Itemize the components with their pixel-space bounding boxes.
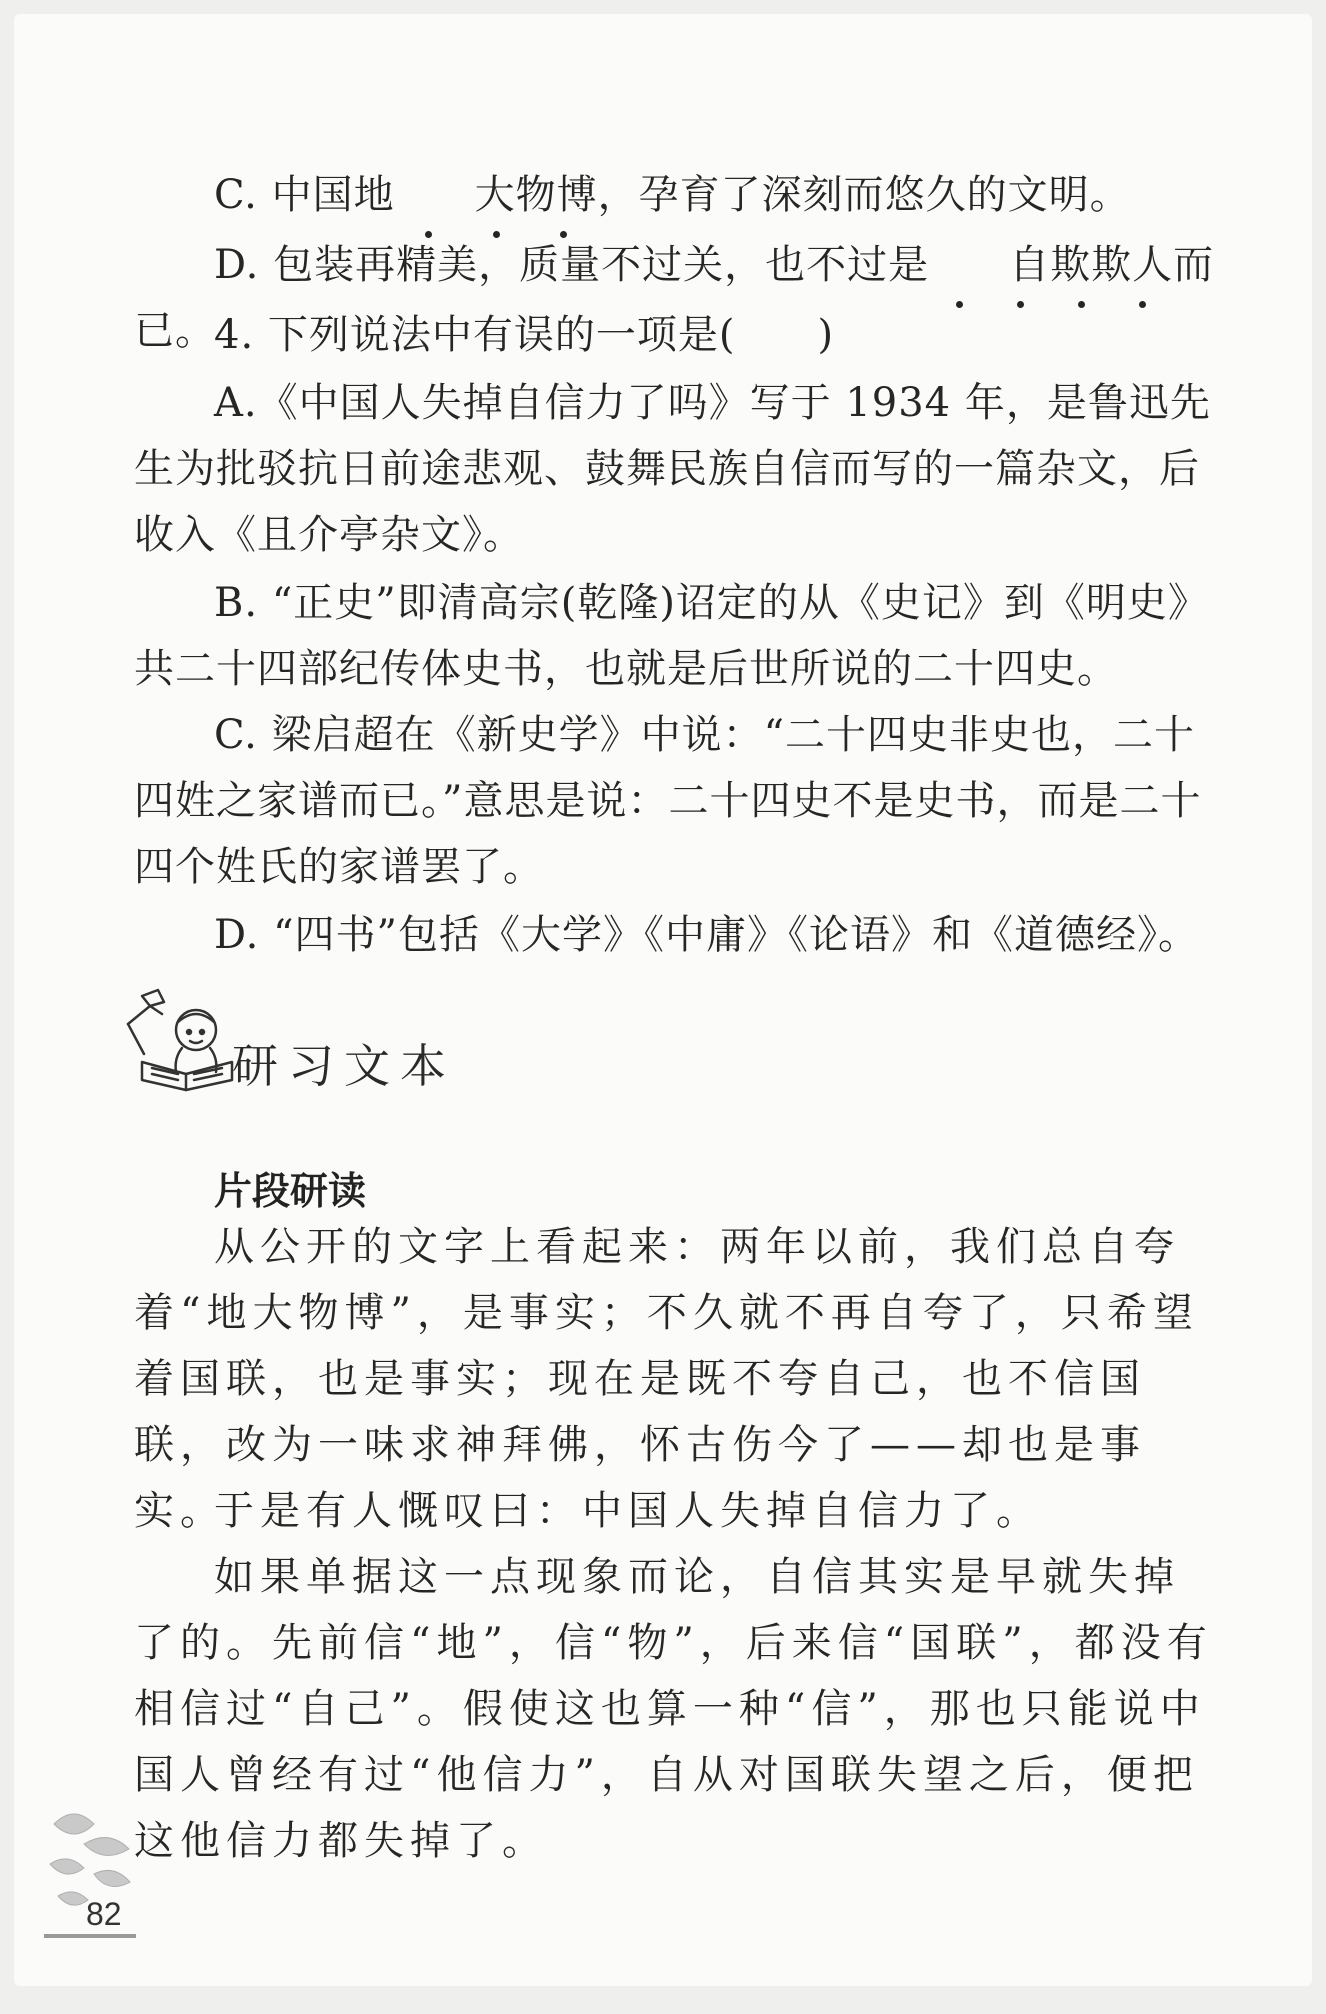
option-c-before: C. 中国地	[214, 172, 395, 218]
option-d-before: D. 包装再精美，质量不过关，也不过是	[214, 242, 930, 288]
option-c-after: ，孕育了深刻而悠久的文明。	[597, 172, 1131, 218]
option-d-after: 而已。	[134, 242, 1215, 354]
excerpt-paragraph-2: 于是有人慨叹曰：中国人失掉自信力了。	[214, 1488, 1042, 1534]
question-4-option-d: D. “四书”包括《大学》《中庸》《论语》和《道德经》。	[214, 912, 1199, 958]
textbook-page	[14, 14, 1312, 1986]
question-4-stem: 4. 下列说法中有误的一项是( )	[214, 312, 835, 358]
studying-child-with-lamp-icon	[122, 984, 238, 1096]
excerpt-heading: 片段研读	[214, 1169, 367, 1213]
question-4-option-b: B. “正史”即清高宗(乾隆)诏定的从《史记》到《明史》共二十四部纪传体史书，也就是后世所说的二十四史。	[134, 580, 1209, 692]
emphasis-dotted-phrase	[395, 162, 598, 228]
question-3-option-c	[134, 162, 1224, 228]
question-4-option-a: A.《中国人失掉自信力了吗》写于 1934 年，是鲁迅先生为批驳抗日前途悲观、鼓舞民族自信而写的一篇杂文，后收入《且介亭杂文》。	[134, 380, 1211, 558]
dotted-phrase-text: 自欺欺人	[1009, 242, 1174, 288]
page-number: 82	[86, 1896, 122, 1932]
page-number-bar	[44, 1934, 136, 1938]
excerpt-paragraph-3: 如果单据这一点现象而论，自信其实是早就失掉了的。先前信“地”，信“物”，后来信“国联”，都没有相信过“自己”。假使这也算一种“信”，那也只能说中国人曾经有过“他信力”，自从对国联失望之后，便把这他信力都失掉了。	[134, 1554, 1213, 1864]
excerpt-paragraph-1: 从公开的文字上看起来：两年以前，我们总自夸着“地大物博”，是事实；不久就不再自夸了，只希望着国联，也是事实；现在是既不夸自己，也不信国联，改为一味求神拜佛，怀古伤今了——却也是事实。	[134, 1224, 1199, 1534]
emphasis-dotted-phrase	[929, 232, 1173, 298]
dotted-phrase-text: 大物博	[474, 172, 598, 218]
question-4-option-c: C. 梁启超在《新史学》中说：“二十四史非史也，二十四姓之家谱而已。”意思是说：二十四史不是史书，而是二十四个姓氏的家谱罢了。	[134, 712, 1202, 890]
section-title: 研习文本	[232, 1039, 456, 1093]
